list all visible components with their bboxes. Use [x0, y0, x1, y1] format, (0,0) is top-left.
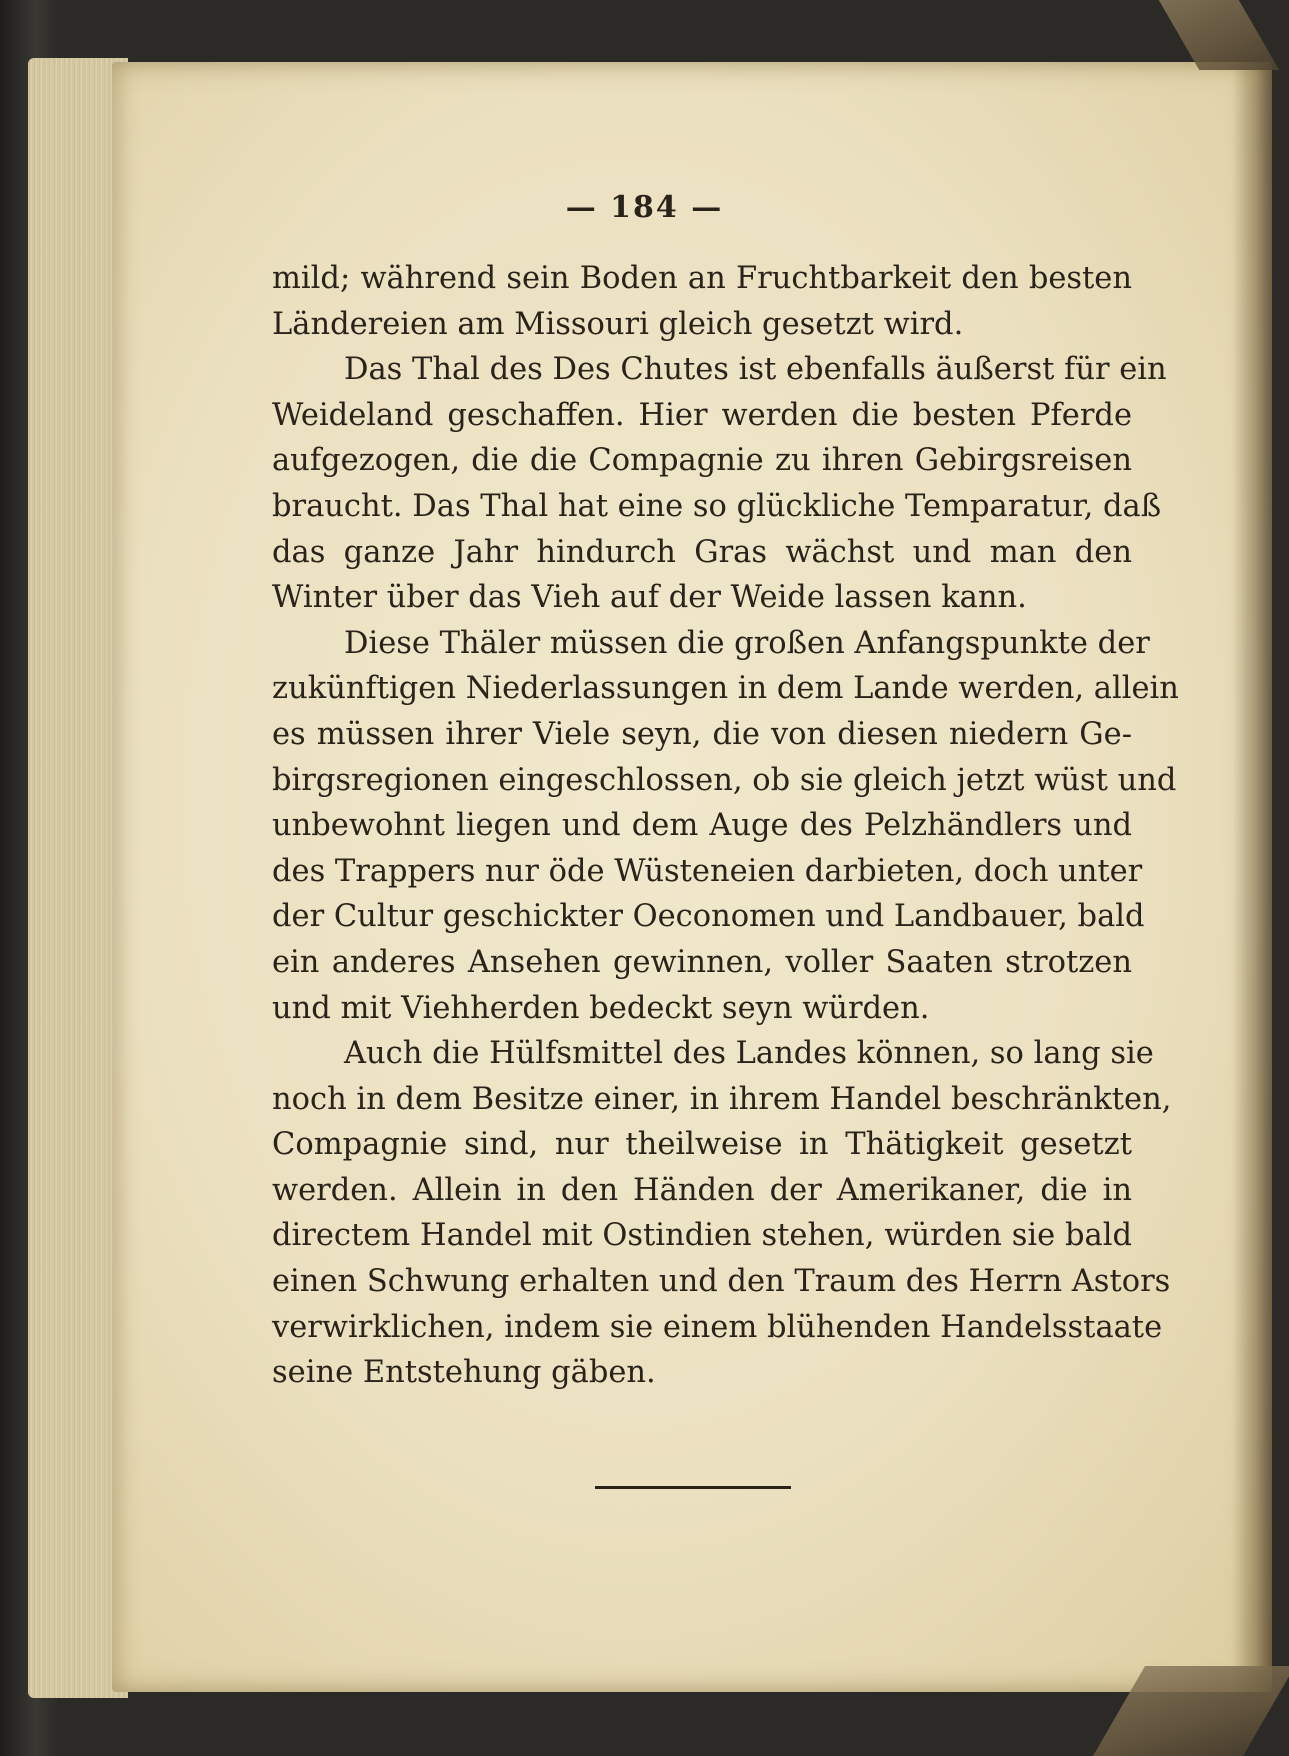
text-line: der Cultur geschickter Oeconomen und Landbauer, bald — [272, 899, 1145, 935]
text-line: verwirklichen, indem sie einem blühenden Handelsstaate — [272, 1309, 1163, 1345]
bookmark-ribbon-top — [1159, 0, 1279, 70]
text-line: Das Thal des Des Chutes ist ebenfalls äußerst für ein — [344, 352, 1167, 388]
end-rule-divider — [595, 1486, 791, 1489]
text-line: Diese Thäler müssen die großen Anfangspunkte der — [344, 625, 1150, 661]
text-line: aufgezogen, die die Compagnie zu ihren Gebirgsreisen — [272, 443, 1132, 479]
text-line: zukünftigen Niederlassungen in dem Lande werden, allein — [272, 671, 1179, 707]
text-line: unbewohnt liegen und dem Auge des Pelzhändlers und — [272, 808, 1132, 844]
text-line: noch in dem Besitze einer, in ihrem Handel beschränkten, — [272, 1081, 1172, 1117]
text-line: mild; während sein Boden an Fruchtbarkeit den besten — [272, 261, 1132, 296]
body-text — [272, 256, 1179, 1396]
page-number: — 184 — — [565, 190, 724, 225]
text-line: des Trappers nur öde Wüsteneien darbieten, doch unter — [272, 853, 1143, 889]
text-line: Winter über das Vieh auf der Weide lassen kann. — [272, 580, 1027, 616]
text-line: werden. Allein in den Händen der Amerikaner, die in — [272, 1172, 1132, 1208]
text-line: und mit Viehherden bedeckt seyn würden. — [272, 990, 930, 1026]
text-line: das ganze Jahr hindurch Gras wächst und man den — [272, 534, 1132, 570]
text-line: es müssen ihrer Viele seyn, die von diesen niedern Ge- — [272, 716, 1132, 752]
page-gutter — [1232, 62, 1272, 1692]
text-line: Auch die Hülfsmittel des Landes können, so lang sie — [344, 1036, 1154, 1072]
text-line: seine Entstehung gäben. — [272, 1355, 656, 1391]
text-line: birgsregionen eingeschlossen, ob sie gleich jetzt wüst und — [272, 762, 1177, 798]
text-line: Weideland geschaffen. Hier werden die besten Pferde — [272, 397, 1132, 433]
text-line: Compagnie sind, nur theilweise in Thätigkeit gesetzt — [272, 1127, 1132, 1163]
text-line: Ländereien am Missouri gleich gesetzt wird. — [272, 306, 964, 342]
text-line: braucht. Das Thal hat eine so glückliche Temparatur, daß — [272, 488, 1162, 524]
text-line: ein anderes Ansehen gewinnen, voller Saaten strotzen — [272, 944, 1132, 980]
text-line: einen Schwung erhalten und den Traum des Herrn Astors — [272, 1264, 1171, 1300]
text-line: directem Handel mit Ostindien stehen, würden sie bald — [272, 1218, 1132, 1254]
